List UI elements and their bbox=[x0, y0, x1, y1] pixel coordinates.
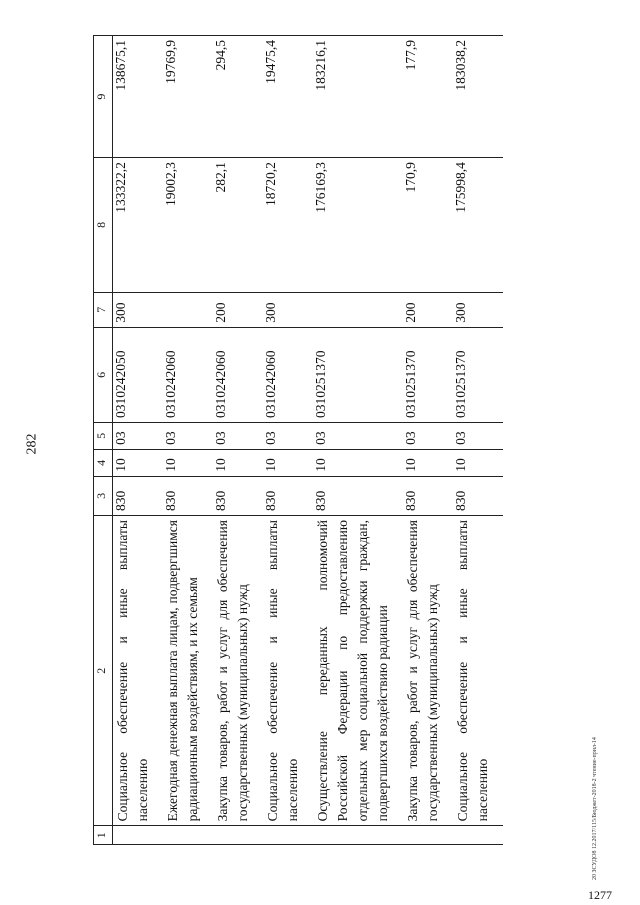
row-c4-cell: 10 bbox=[263, 449, 313, 476]
header-cell: 6 bbox=[94, 327, 113, 422]
row-c6-cell: 0310242060 bbox=[163, 327, 213, 422]
row-c7-cell: 300 bbox=[263, 292, 313, 327]
row-c6-cell: 0310242050 bbox=[113, 327, 164, 422]
table-row bbox=[113, 36, 164, 845]
row-c3-cell: 830 bbox=[213, 476, 263, 515]
table-row bbox=[313, 36, 403, 845]
page-number: 282 bbox=[24, 433, 40, 455]
row-c9-cell: 138675,1 bbox=[113, 36, 164, 158]
table-row bbox=[403, 36, 453, 845]
row-number-cell bbox=[453, 826, 503, 845]
row-c7-cell: 300 bbox=[453, 292, 503, 327]
row-name-cell: Социальное обеспечение и иные выплаты населению bbox=[453, 516, 503, 826]
row-name-cell: Ежегодная денежная выплата лицам, подвергшимся радиационным воздействиям, и их семьям bbox=[163, 516, 213, 826]
row-c9-cell: 294,5 bbox=[213, 36, 263, 158]
row-c5-cell: 03 bbox=[163, 422, 213, 449]
row-c5-cell: 03 bbox=[213, 422, 263, 449]
row-c7-cell: 200 bbox=[213, 292, 263, 327]
row-c3-cell: 830 bbox=[113, 476, 164, 515]
row-c7-cell bbox=[163, 292, 213, 327]
row-c5-cell: 03 bbox=[453, 422, 503, 449]
row-number-cell bbox=[313, 826, 403, 845]
bottom-page-number: 1277 bbox=[588, 888, 612, 902]
row-c8-cell: 133322,2 bbox=[113, 158, 164, 292]
row-name-cell: Закупка товаров, работ и услуг для обеспечения государственных (муниципальных) нужд bbox=[403, 516, 453, 826]
header-cell: 5 bbox=[94, 422, 113, 449]
row-c4-cell: 10 bbox=[453, 449, 503, 476]
table-row bbox=[213, 36, 263, 845]
row-number-cell bbox=[403, 826, 453, 845]
row-c9-cell: 19769,9 bbox=[163, 36, 213, 158]
header-cell: 3 bbox=[94, 476, 113, 515]
footer-code: 20 ЗСУДО8 12.2017/115/Бюджет-2018-2 чтение-прил-14 bbox=[592, 737, 598, 880]
table-row bbox=[263, 36, 313, 845]
row-c4-cell: 10 bbox=[213, 449, 263, 476]
row-c6-cell: 0310251370 bbox=[313, 327, 403, 422]
header-cell: 4 bbox=[94, 449, 113, 476]
row-c9-cell: 19475,4 bbox=[263, 36, 313, 158]
row-number-cell bbox=[163, 826, 213, 845]
row-c8-cell: 282,1 bbox=[213, 158, 263, 292]
row-c5-cell: 03 bbox=[313, 422, 403, 449]
budget-table bbox=[93, 35, 503, 845]
row-c5-cell: 03 bbox=[263, 422, 313, 449]
row-c8-cell: 176169,3 bbox=[313, 158, 403, 292]
row-c6-cell: 0310242060 bbox=[263, 327, 313, 422]
row-c3-cell: 830 bbox=[163, 476, 213, 515]
budget-table-sheet bbox=[93, 35, 565, 845]
row-c5-cell: 03 bbox=[113, 422, 164, 449]
row-c9-cell: 183038,2 bbox=[453, 36, 503, 158]
row-c3-cell: 830 bbox=[403, 476, 453, 515]
row-c4-cell: 10 bbox=[313, 449, 403, 476]
row-c8-cell: 19002,3 bbox=[163, 158, 213, 292]
row-number-cell bbox=[113, 826, 164, 845]
row-name-cell: Социальное обеспечение и иные выплаты населению bbox=[263, 516, 313, 826]
row-c8-cell: 170,9 bbox=[403, 158, 453, 292]
header-cell: 1 bbox=[94, 826, 113, 845]
row-c8-cell: 175998,4 bbox=[453, 158, 503, 292]
row-c4-cell: 10 bbox=[113, 449, 164, 476]
header-cell: 2 bbox=[94, 516, 113, 826]
row-c7-cell: 200 bbox=[403, 292, 453, 327]
row-name-cell: Закупка товаров, работ и услуг для обеспечения государственных (муниципальных) нужд bbox=[213, 516, 263, 826]
header-cell: 8 bbox=[94, 158, 113, 292]
row-c9-cell: 183216,1 bbox=[313, 36, 403, 158]
header-cell: 9 bbox=[94, 36, 113, 158]
row-c7-cell bbox=[313, 292, 403, 327]
row-c6-cell: 0310251370 bbox=[403, 327, 453, 422]
row-c3-cell: 830 bbox=[263, 476, 313, 515]
row-c4-cell: 10 bbox=[403, 449, 453, 476]
row-c3-cell: 830 bbox=[313, 476, 403, 515]
row-c7-cell: 300 bbox=[113, 292, 164, 327]
row-c5-cell: 03 bbox=[403, 422, 453, 449]
row-number-cell bbox=[263, 826, 313, 845]
row-c8-cell: 18720,2 bbox=[263, 158, 313, 292]
row-c4-cell: 10 bbox=[163, 449, 213, 476]
row-c3-cell: 830 bbox=[453, 476, 503, 515]
row-c9-cell: 177,9 bbox=[403, 36, 453, 158]
row-number-cell bbox=[213, 826, 263, 845]
header-cell: 7 bbox=[94, 292, 113, 327]
table-row bbox=[163, 36, 213, 845]
row-name-cell: Осуществление переданных полномочий Российской Федерации по предоставлению отдельных мер социальной поддержки граждан, подвергшихся воздействию радиации bbox=[313, 516, 403, 826]
row-c6-cell: 0310242060 bbox=[213, 327, 263, 422]
table-row bbox=[453, 36, 503, 845]
row-name-cell: Социальное обеспечение и иные выплаты населению bbox=[113, 516, 164, 826]
row-c6-cell: 0310251370 bbox=[453, 327, 503, 422]
header-row bbox=[94, 36, 113, 845]
